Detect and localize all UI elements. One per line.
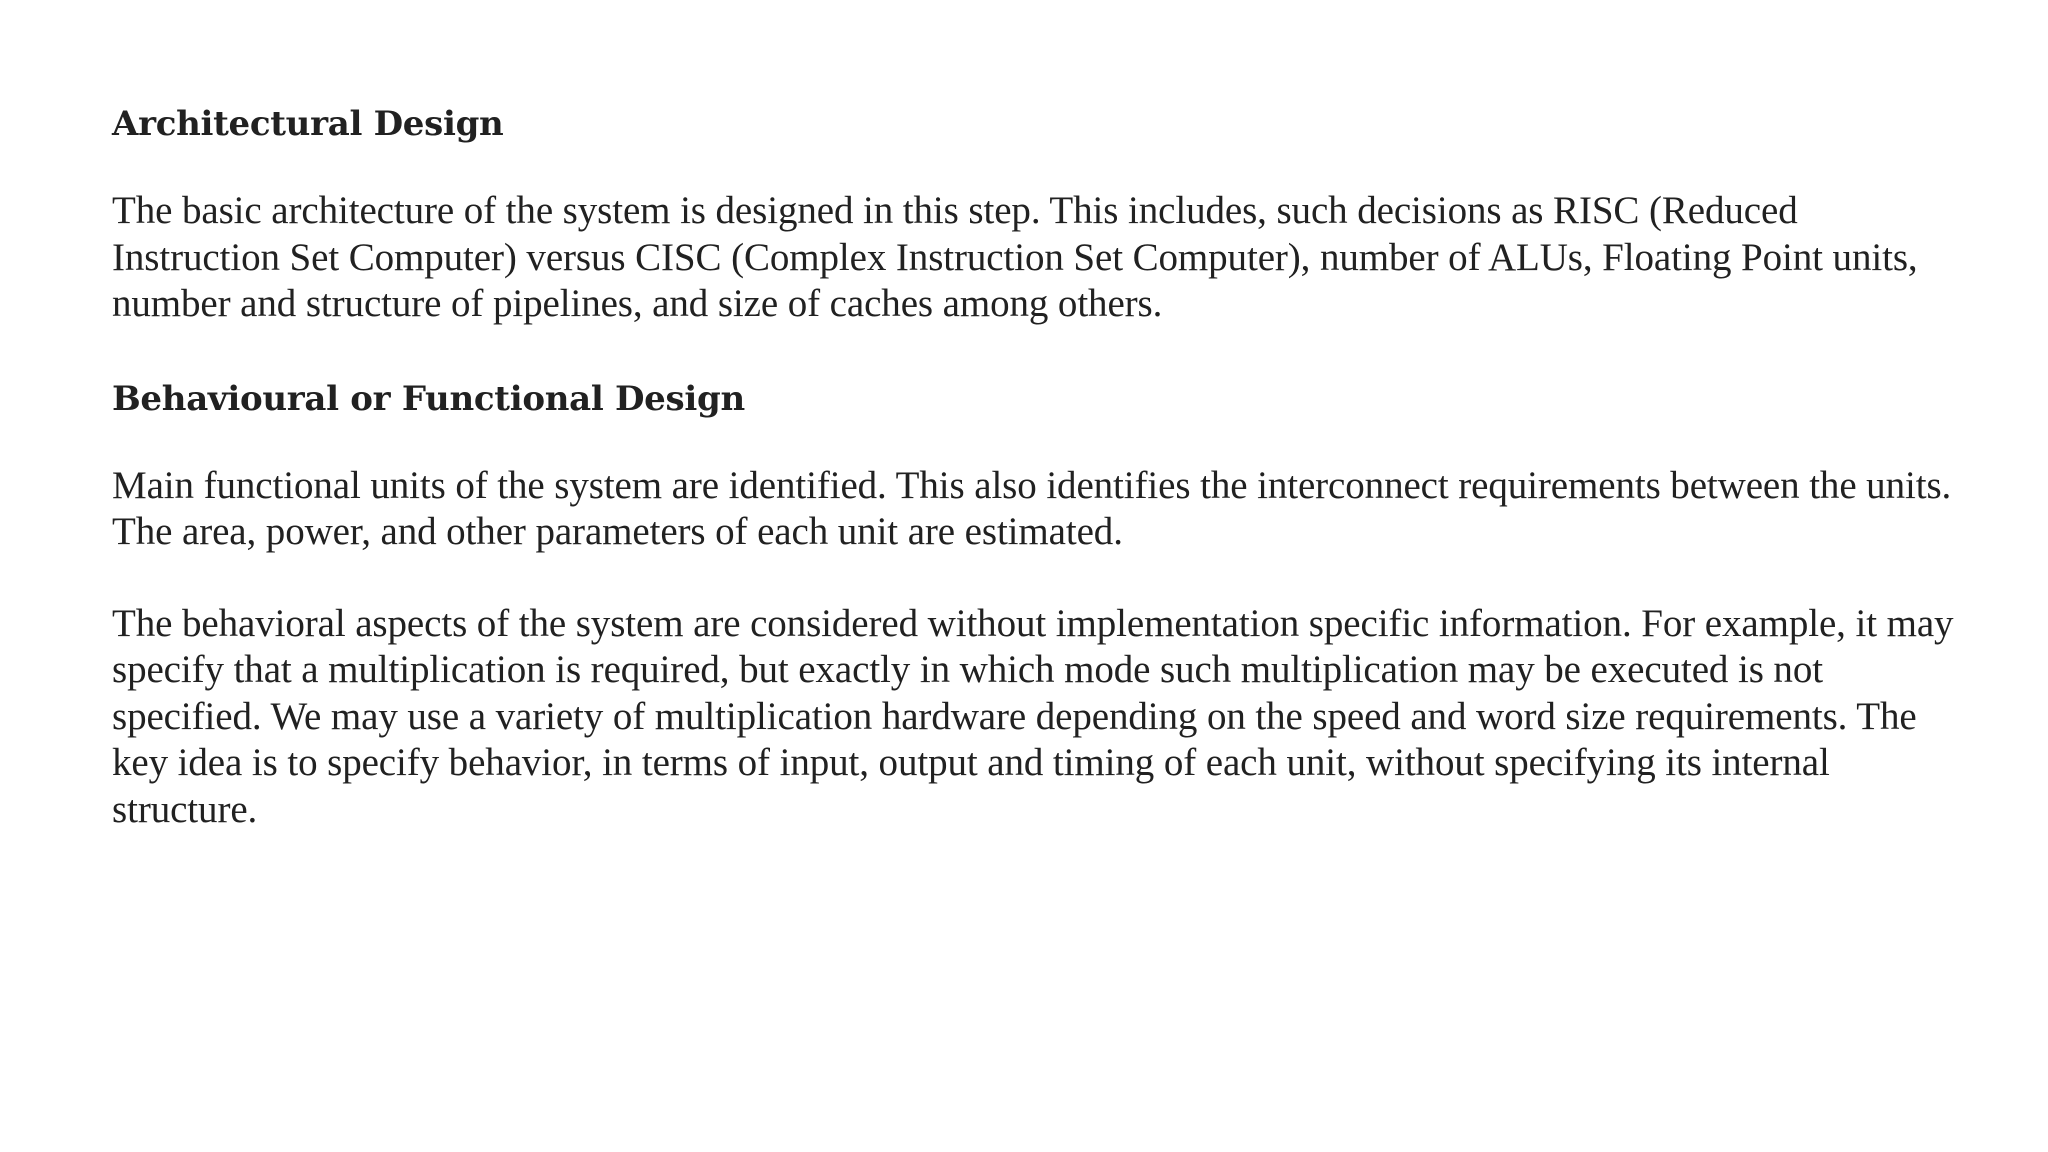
paragraph-architectural-design: The basic architecture of the system is designed in this step. This includes, such decisions as RISC (Reduced Instruction Set Computer) versus CISC (Complex Instruction Set Computer), number of ALUs, Floating Point units, number and structure of pipelines, and size of caches among others. <box>112 189 1918 325</box>
paragraph-behavioral-aspects: The behavioral aspects of the system are considered without implementation specific information. For example, it may specify that a multiplication is required, but exactly in which mode such multiplication may be executed is not specified. We may use a variety of multiplication hardware depending on the speed and word size requirements. The key idea is to specify behavior, in terms of input, output and timing of each unit, without specifying its internal structure. <box>112 601 1954 831</box>
paragraph-functional-units: Main functional units of the system are identified. This also identifies the interconnect requirements between the units. The area, power, and other parameters of each unit are estimated. <box>112 463 1952 553</box>
section-heading-behavioural-design: Behavioural or Functional Design <box>112 378 745 419</box>
document-body <box>112 98 1972 833</box>
section-heading-architectural-design: Architectural Design <box>112 104 504 144</box>
